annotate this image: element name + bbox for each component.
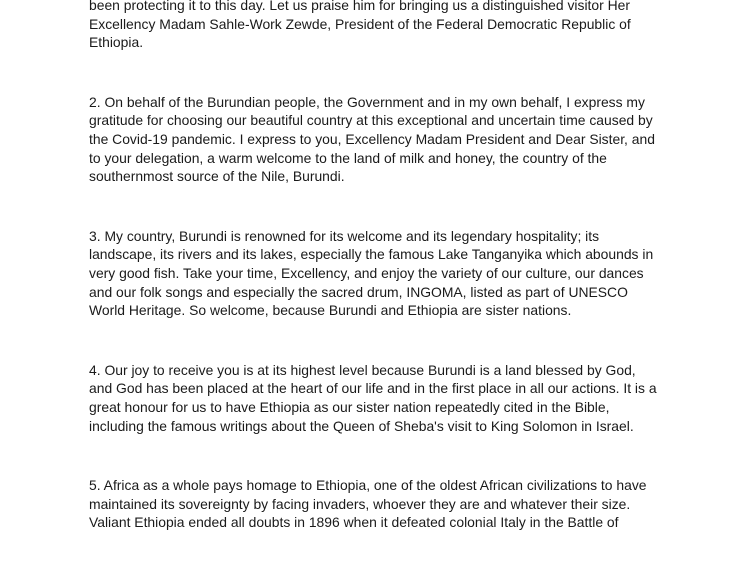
paragraph-2: 2. On behalf of the Burundian people, the Government and in my own behalf, I express my gratitude for choosing our beautiful country at this exceptional and uncertain time caused by the Covid-19 pandemic. I express to you, Excellency Madam President and Dear Sister, and to your delegation, a warm welcome to the land of milk and honey, the country of the southernmost source of the Nile, Burundi. xyxy=(89,93,655,185)
document-body xyxy=(89,0,669,573)
paragraph-4: 4. Our joy to receive you is at its highest level because Burundi is a land blessed by God, and God has been placed at the heart of our life and in the first place in all our actions. It is a great honour for us to have Ethiopia as our sister nation repeatedly cited in the Bible, including the famous writings about the Queen of Sheba's visit to King Solomon in Israel. xyxy=(89,361,657,434)
paragraph-3: 3. My country, Burundi is renowned for its welcome and its legendary hospitality; its landscape, its rivers and its lakes, especially the famous Lake Tanganyika which abounds in very good fish. Take your time, Excellency, and enjoy the variety of our culture, our dances and our folk songs and especially the sacred drum, INGOMA, listed as part of UNESCO World Heritage. So welcome, because Burundi and Ethiopia are sister nations. xyxy=(89,227,654,319)
paragraph-1-continued: been protecting it to this day. Let us praise him for bringing us a distinguished visitor Her Excellency Madam Sahle-Work Zewde, President of the Federal Democratic Republic of Ethiopia. xyxy=(89,0,631,51)
paragraph-5: 5. Africa as a whole pays homage to Ethiopia, one of the oldest African civilizations to have maintained its sovereignty by facing invaders, whoever they are and whatever their size. Valiant Ethiopia ended all doubts in 1896 when it defeated colonial Italy in the Battle of xyxy=(89,477,647,531)
